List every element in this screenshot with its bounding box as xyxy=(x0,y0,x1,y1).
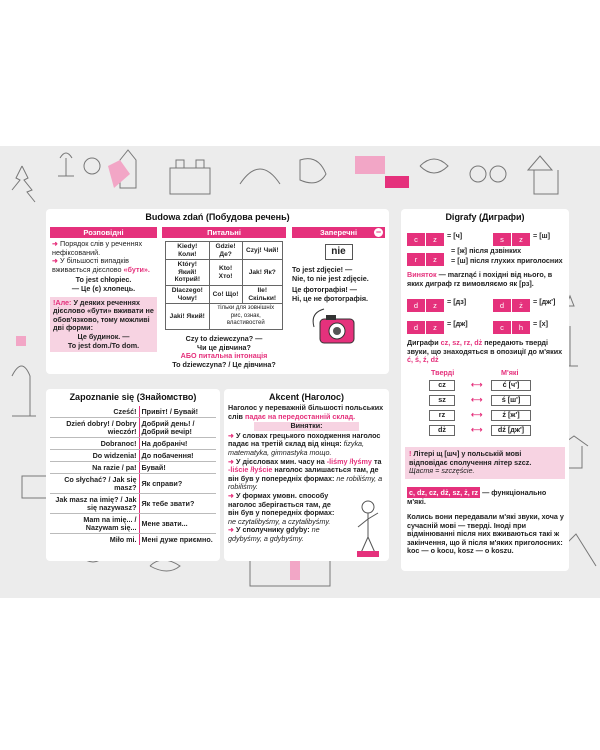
soft-sound: ć [ч'] xyxy=(491,380,531,391)
question-cell: Czyj! Чий! xyxy=(242,242,282,260)
question-cell: Gdzie! Де? xyxy=(209,242,242,260)
church-doodle xyxy=(528,156,558,194)
greeting-polish: Do widzenia! xyxy=(50,450,139,462)
deer-doodle xyxy=(58,153,74,176)
akcent-intro xyxy=(224,404,389,421)
letter-tile: c xyxy=(407,233,425,246)
exception-2-text-a: У дієсловах мин. часу на xyxy=(236,456,325,466)
person-doodle-icon xyxy=(351,499,385,559)
greeting-row xyxy=(50,474,216,494)
greeting-polish: Dzień dobry! / Dobry wieczór! xyxy=(50,418,139,438)
exclamation-icon: ! xyxy=(409,449,412,458)
greeting-row xyxy=(50,438,216,450)
letter-tile: z xyxy=(426,299,444,312)
exception-1: ➜ У словах грецького походження наголос падає на третій склад від кінця: fizyka, matematyka, gimnastyka тощо. xyxy=(228,430,381,457)
question-intonation: АБО питальна інтонація xyxy=(180,351,268,361)
greeting-polish: Co słychać? / Jak się masz? xyxy=(50,474,139,494)
pot-doodle xyxy=(420,159,448,173)
pink-tree-doodle xyxy=(108,160,130,188)
hard-sound: cz xyxy=(429,380,455,391)
question-words-table xyxy=(165,241,283,330)
greeting-ukrainian: На добраніч! xyxy=(139,438,216,450)
digraph-value: = [ч] xyxy=(447,231,463,240)
exception-text: — marznąć і похідні від нього, в яких диграф rz вимовляємо як [рз]. xyxy=(407,270,553,288)
letter-tile: z xyxy=(426,321,444,334)
exception-label: Виняток xyxy=(407,270,437,279)
negation-example-1: To jest zdjęcie! — xyxy=(292,265,353,274)
zapoznanie-title: Zapoznanie się (Знайомство) xyxy=(69,392,197,402)
statement-bullet-2: ➜ У більшості випадків вживається дієслово «бути». xyxy=(52,256,150,274)
exception-2-text-c: та xyxy=(373,456,382,466)
letter-tile: s xyxy=(493,233,511,246)
functional-soft xyxy=(407,489,565,506)
soft-sound: ź [ж'] xyxy=(491,410,531,421)
greeting-polish: Jak masz na imię? / Jak się nazywasz? xyxy=(50,494,139,514)
question-cell: Który! Який! Котрий! xyxy=(166,260,210,286)
greeting-polish: Miło mi. xyxy=(50,534,139,546)
opposition-row: dż ⟷ dź [дж'] xyxy=(425,425,545,440)
soft-column-header: М'які xyxy=(501,368,519,377)
question-example-1: Czy to dziewczyna? — xyxy=(185,333,263,343)
exception-4-example: ne gdybyśmy, а gdybyśmy. xyxy=(228,525,320,543)
question-cell: Jak! Як? xyxy=(242,260,282,286)
question-example-2: Чи це дівчина? xyxy=(197,342,251,352)
statement-column xyxy=(50,227,157,352)
history-paragraph: Колись вони передавали м'які звуки, хоча у сучасній мові — тверді. Іноді при відмінюванні після них вживаються такі ж закінчення, що й після м'яких приголосних: koc — o kocu, kosz — o koszu. xyxy=(407,512,564,556)
greeting-polish: Na razie / pa! xyxy=(50,462,139,474)
exception-2-example: ne robiliśmy, a robiliśmy. xyxy=(228,473,383,492)
greetings-table xyxy=(50,406,216,545)
digraph-intro-letters: cz, sz, rz, dż xyxy=(440,338,483,347)
digraph-soft-letters: ć, ś, ź, dź xyxy=(407,355,439,365)
question-cell: Kto! Хто! xyxy=(209,260,242,286)
minus-icon: − xyxy=(375,227,382,237)
exception-3-text: У формах умовн. способу наголос зберігається там, де він був у попередніх формах: xyxy=(228,490,335,518)
digraph-pair xyxy=(493,295,530,313)
question-cell: Dlaczego! Чому! xyxy=(166,285,210,303)
ale-form-1: Це будинок. — xyxy=(77,331,130,341)
greeting-ukrainian: Як справи? xyxy=(139,474,216,494)
hill-doodle xyxy=(240,169,280,184)
ale-label: !Але: xyxy=(53,297,72,307)
hard-sound: dż xyxy=(429,425,455,436)
greeting-ukrainian: Мені дуже приємно. xyxy=(141,534,213,544)
nie-box: nie xyxy=(325,244,353,260)
digraph-intro-text: передають тверді звуки, що знаходяться в опозиції до м'яких xyxy=(407,338,563,356)
letter-tile: c xyxy=(493,321,511,334)
hard-column-header: Тверді xyxy=(431,368,455,377)
soft-sound: ś [ш'] xyxy=(491,395,531,406)
exception-3: ➜ У формах умовн. способу наголос зберігається там, де він був у попередніх формах: ne czytalibyśmy, а czytalibyśmy. xyxy=(228,490,335,526)
greeting-polish: Mam na imię... / Nazywam się... xyxy=(50,514,139,534)
question-cell: Kiedy! Коли! xyxy=(166,242,210,260)
clock-doodle xyxy=(84,158,100,174)
digraph-intro-label: Диграфи xyxy=(407,338,439,347)
opposition-row: sz ⟷ ś [ш'] xyxy=(425,395,545,410)
negation-column xyxy=(292,227,385,347)
castle-doodle xyxy=(170,160,210,194)
question-example-3: To dziewczyna? / Це дівчина? xyxy=(172,359,276,369)
digraph-value: = [ш] xyxy=(533,231,550,240)
greeting-row xyxy=(50,418,216,438)
letter-tile: d xyxy=(407,299,425,312)
exception-4: ➜ У сполучнику gdyby: ne gdybyśmy, а gdybyśmy. xyxy=(228,525,320,543)
question-cell: Ile! Скільки! xyxy=(242,285,282,303)
digraph-pair xyxy=(407,229,444,247)
question-row xyxy=(166,304,283,330)
akcent-title: Akcent (Наголос) xyxy=(269,392,344,402)
negation-example-2: Nie, to nie jest zdjęcie. xyxy=(292,273,369,283)
digraph-pair xyxy=(407,249,444,267)
stork-doodle xyxy=(12,366,36,416)
budowa-title: Budowa zdań (Побудова речень) xyxy=(145,212,290,222)
letter-tile: z xyxy=(426,233,444,246)
opposition-table xyxy=(425,380,545,440)
question-cell: Co! Що! xyxy=(209,285,242,303)
flag-doodle xyxy=(355,156,385,174)
greeting-polish: Dobranoc! xyxy=(50,438,139,450)
functional-soft-letters: c, dz, cz, dż, sz, ż, rz xyxy=(409,488,479,497)
question-note-cell: тільки для зовнішніх рис, ознак, властивостей xyxy=(209,304,282,330)
statement-bullet-2-text: У більшості випадків вживається дієслово xyxy=(52,256,129,274)
question-cell: Jaki! Який! xyxy=(166,304,210,330)
greeting-row xyxy=(50,406,216,418)
question-row xyxy=(166,242,283,260)
functional-soft-text: — функціонально м'які. xyxy=(407,488,547,506)
greeting-row xyxy=(50,450,216,462)
negation-example-3: Це фотографія! — xyxy=(292,285,357,295)
greeting-ukrainian: Добрий день! / Добрий вечір! xyxy=(139,418,216,438)
bear-doodle xyxy=(300,159,326,183)
greeting-row xyxy=(50,494,216,514)
digraph-pair xyxy=(493,317,530,335)
digraph-value: = [ш] після глухих приголосних xyxy=(451,256,563,265)
exception-2-text-e: наголос залишається там, де він був у попередніх формах: xyxy=(228,465,379,483)
pink-square-doodle xyxy=(16,336,26,346)
szcz-note-example: Щастя = szczęście. xyxy=(409,466,475,476)
statement-example-pl: To jest chłopiec. xyxy=(75,275,132,285)
letter-tile: z xyxy=(512,233,530,246)
akcent-intro-text: Наголос у переважній більшості польських слів xyxy=(228,403,384,421)
greeting-row xyxy=(50,534,216,546)
zapoznanie-card xyxy=(46,389,220,561)
exception-4-text: У сполучнику gdyby: xyxy=(236,525,310,535)
letter-tile: ż xyxy=(512,299,530,312)
question-row xyxy=(166,260,283,286)
camera-icon xyxy=(310,307,360,347)
digraph-value: = [ж] після дзвінких xyxy=(451,246,522,255)
bicycle-doodle xyxy=(470,166,506,182)
greeting-ukrainian: Бувай! xyxy=(139,462,216,474)
exception-1-text: У словах грецького походження наголос падає на третій склад від кінця: xyxy=(228,430,381,449)
greeting-row xyxy=(50,514,216,534)
negation-header-label: Заперечні xyxy=(319,228,358,237)
letter-tile: r xyxy=(407,253,425,266)
digraph-value: = [дж'] xyxy=(533,297,556,306)
negation-example-4: Ні, це не фотографія. xyxy=(292,293,369,303)
soft-sound: dź [дж'] xyxy=(491,425,531,436)
greeting-ukrainian: Привіт! / Бувай! xyxy=(139,406,216,418)
akcent-intro-rule: падає на передостанній склад. xyxy=(244,411,356,421)
exceptions-label: Винятки: xyxy=(254,422,359,431)
negation-header xyxy=(292,227,385,238)
flag-red-stripe xyxy=(385,176,409,188)
letter-tile: z xyxy=(426,253,444,266)
digraph-intro xyxy=(407,339,565,365)
opposition-row: rz ⟷ ź [ж'] xyxy=(425,410,545,425)
hard-sound: sz xyxy=(429,395,455,406)
exception-2-ending-1: -liśmy /łyśmy xyxy=(326,456,372,466)
greeting-ukrainian: До побачення! xyxy=(139,450,216,462)
letter-tile: d xyxy=(407,321,425,334)
greeting-ukrainian: Як тебе звати? xyxy=(139,494,216,514)
exception-2-ending-2: -liście /łyście xyxy=(228,465,273,475)
letter-tile: h xyxy=(512,321,530,334)
digraph-value: = [дж] xyxy=(447,319,468,328)
digraph-value: = [дз] xyxy=(447,297,467,306)
statement-example-ua: — Це (є) хлопець. xyxy=(71,283,136,293)
digraph-pair xyxy=(407,317,444,335)
digrafy-card xyxy=(401,209,569,571)
question-header: Питальні xyxy=(162,227,286,238)
digraph-pair xyxy=(407,295,444,313)
exception-1-example: fizyka, matematyka, gimnastyka тощо. xyxy=(228,439,365,457)
digraph-value: = [х] xyxy=(533,319,548,328)
statement-bullet-2-word: «бути». xyxy=(123,264,150,274)
question-row xyxy=(166,285,283,303)
szcz-note xyxy=(405,447,565,479)
greeting-polish: Cześć! xyxy=(50,406,139,418)
ale-text: У деяких реченнях дієслово «бути» вживати не обов'язково, тому можливі дві форми: xyxy=(53,297,154,333)
hard-sound: rz xyxy=(429,410,455,421)
exception-3-example: ne czytalibyśmy, а czytalibyśmy. xyxy=(228,516,331,526)
greeting-row xyxy=(50,462,216,474)
statement-header: Розповідні xyxy=(50,227,157,238)
letter-tile: d xyxy=(493,299,511,312)
exception-note xyxy=(407,271,565,288)
szcz-note-text: Літері щ [шч] у польській мові відповідає сполучення літер szcz. xyxy=(409,449,532,467)
budowa-card xyxy=(46,209,389,374)
statement-bullet-1: ➜ Порядок слів у реченнях нефіксований. xyxy=(52,239,143,257)
ale-form-2: To jest dom./To dom. xyxy=(67,340,140,350)
akcent-card xyxy=(224,389,389,561)
opposition-row: cz ⟷ ć [ч'] xyxy=(425,380,545,395)
tree-doodle xyxy=(12,166,35,202)
greeting-ukrainian: Мене звати... xyxy=(139,514,216,534)
digraph-pair xyxy=(493,229,530,247)
exception-2: ➜ У дієсловах мин. часу на -liśmy /łyśmy та -liście /łyście наголос залишається там, де він був у попередніх формах: ne robiliśmy, a robiliśmy. xyxy=(228,456,383,492)
statement-bullet-1-text: Порядок слів у реченнях нефіксований. xyxy=(52,239,143,257)
digrafy-title: Digrafy (Диграфи) xyxy=(445,212,525,222)
question-column xyxy=(162,227,286,369)
cat-doodle xyxy=(150,560,180,571)
ale-note xyxy=(50,297,157,353)
